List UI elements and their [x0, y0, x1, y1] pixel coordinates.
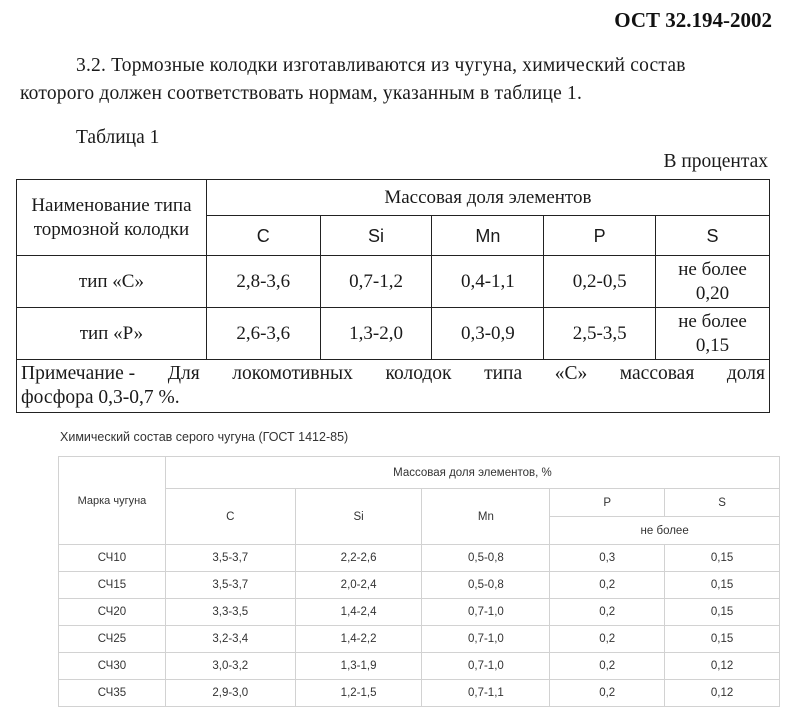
table2-cell-s: 0,15	[665, 545, 780, 572]
table1-header-p: P	[544, 216, 656, 256]
document-code: ОСТ 32.194-2002	[614, 8, 772, 32]
note-word: типа	[484, 363, 523, 384]
note-word: массовая	[619, 363, 695, 384]
table2-header-group: Массовая доля элементов, %	[165, 457, 779, 489]
note-word: Примечание -	[21, 363, 136, 384]
table2-cell-si: 2,0-2,4	[295, 572, 422, 599]
table2-cell-p: 0,2	[550, 680, 665, 707]
table1-s-label: не более	[678, 310, 747, 332]
table1-cell-s	[656, 308, 770, 360]
table1-header-s: S	[656, 216, 770, 256]
table1-header-c: C	[206, 216, 320, 256]
table1-cell-p: 0,2-0,5	[544, 256, 656, 308]
table2-header-s: S	[665, 489, 780, 517]
table2-caption: Химический состав серого чугуна (ГОСТ 1412-85)	[60, 430, 349, 444]
table1-cell-s	[656, 256, 770, 308]
table2-cell-mark: СЧ10	[59, 545, 166, 572]
table1-s-value: 0,20	[695, 282, 730, 304]
table2-cell-si: 1,4-2,4	[295, 599, 422, 626]
table1-note	[17, 360, 770, 413]
table1-note-line-2: фосфора 0,3-0,7 %.	[21, 387, 180, 408]
table2-row	[59, 599, 780, 626]
table1-row-type: тип «С»	[17, 256, 207, 308]
table1-title: Таблица 1	[76, 127, 160, 148]
table2-cell-si: 1,4-2,2	[295, 626, 422, 653]
table1-note-line-1	[21, 362, 765, 386]
note-word: колодок	[385, 363, 452, 384]
table2-cell-p: 0,2	[550, 572, 665, 599]
table2-cell-mn: 0,7-1,0	[422, 653, 550, 680]
table1-units: В процентах	[663, 151, 768, 172]
table2-cell-c: 2,9-3,0	[165, 680, 295, 707]
paragraph-3-2	[20, 52, 776, 108]
table1-cell-mn: 0,3-0,9	[432, 308, 544, 360]
table1-header-mn: Mn	[432, 216, 544, 256]
table2-cell-si: 2,2-2,6	[295, 545, 422, 572]
table2-header-si: Si	[295, 489, 422, 545]
table2-cell-mn: 0,5-0,8	[422, 572, 550, 599]
table2-row	[59, 572, 780, 599]
table1-s-value: 0,15	[695, 334, 730, 356]
table1-cell-si: 0,7-1,2	[320, 256, 432, 308]
table1-header-si: Si	[320, 216, 432, 256]
table2-cell-p: 0,3	[550, 545, 665, 572]
table2-cell-si: 1,3-1,9	[295, 653, 422, 680]
table2-header-p: P	[550, 489, 665, 517]
table1-row	[17, 308, 770, 360]
table2-cell-p: 0,2	[550, 653, 665, 680]
table2-cell-s: 0,15	[665, 572, 780, 599]
table2-cell-s: 0,12	[665, 680, 780, 707]
table2-header-c: C	[165, 489, 295, 545]
table1-cell-si: 1,3-2,0	[320, 308, 432, 360]
table2-cell-mark: СЧ25	[59, 626, 166, 653]
paragraph-line-2: которого должен соответствовать нормам, указанным в таблице 1.	[20, 83, 583, 104]
table2-cell-p: 0,2	[550, 626, 665, 653]
table2-cell-c: 3,5-3,7	[165, 545, 295, 572]
table2-cell-mn: 0,5-0,8	[422, 545, 550, 572]
note-word: доля	[726, 363, 765, 384]
table2-cell-s: 0,12	[665, 653, 780, 680]
table1-note-row	[17, 360, 770, 413]
table2-row	[59, 626, 780, 653]
table2-row	[59, 680, 780, 707]
table1-cell-c: 2,6-3,6	[206, 308, 320, 360]
table2-cell-c: 3,2-3,4	[165, 626, 295, 653]
table2-row	[59, 545, 780, 572]
table1-cell-p: 2,5-3,5	[544, 308, 656, 360]
note-word: «С»	[554, 363, 588, 384]
table2-cell-mn: 0,7-1,0	[422, 626, 550, 653]
table1-cell-mn: 0,4-1,1	[432, 256, 544, 308]
table2-row	[59, 653, 780, 680]
table2-cell-si: 1,2-1,5	[295, 680, 422, 707]
note-word: локомотивных	[232, 363, 353, 384]
table1-row	[17, 256, 770, 308]
table2-cell-mark: СЧ15	[59, 572, 166, 599]
table1-header-type: Наименование типа тормозной колодки	[17, 180, 207, 256]
table2-cell-mark: СЧ35	[59, 680, 166, 707]
note-word: Для	[167, 363, 200, 384]
table2-cell-c: 3,3-3,5	[165, 599, 295, 626]
table2-cell-s: 0,15	[665, 626, 780, 653]
table1-row-type: тип «Р»	[17, 308, 207, 360]
table2-cell-mark: СЧ30	[59, 653, 166, 680]
table1-s-label: не более	[678, 258, 747, 280]
table2-cell-mn: 0,7-1,1	[422, 680, 550, 707]
table2-header-mn: Mn	[422, 489, 550, 545]
table1-header-group: Массовая доля элементов	[206, 180, 769, 216]
table2-cell-mark: СЧ20	[59, 599, 166, 626]
table1-cell-c: 2,8-3,6	[206, 256, 320, 308]
table1	[16, 179, 770, 413]
table2-cell-s: 0,15	[665, 599, 780, 626]
table2-header-mark: Марка чугуна	[59, 457, 166, 545]
paragraph-line-1: 3.2. Тормозные колодки изготавливаются из чугуна, химический состав	[76, 55, 686, 76]
table2-cell-c: 3,5-3,7	[165, 572, 295, 599]
table2-cell-mn: 0,7-1,0	[422, 599, 550, 626]
table2-header-limit: не более	[550, 517, 780, 545]
table2	[58, 456, 780, 707]
table2-cell-p: 0,2	[550, 599, 665, 626]
table2-cell-c: 3,0-3,2	[165, 653, 295, 680]
